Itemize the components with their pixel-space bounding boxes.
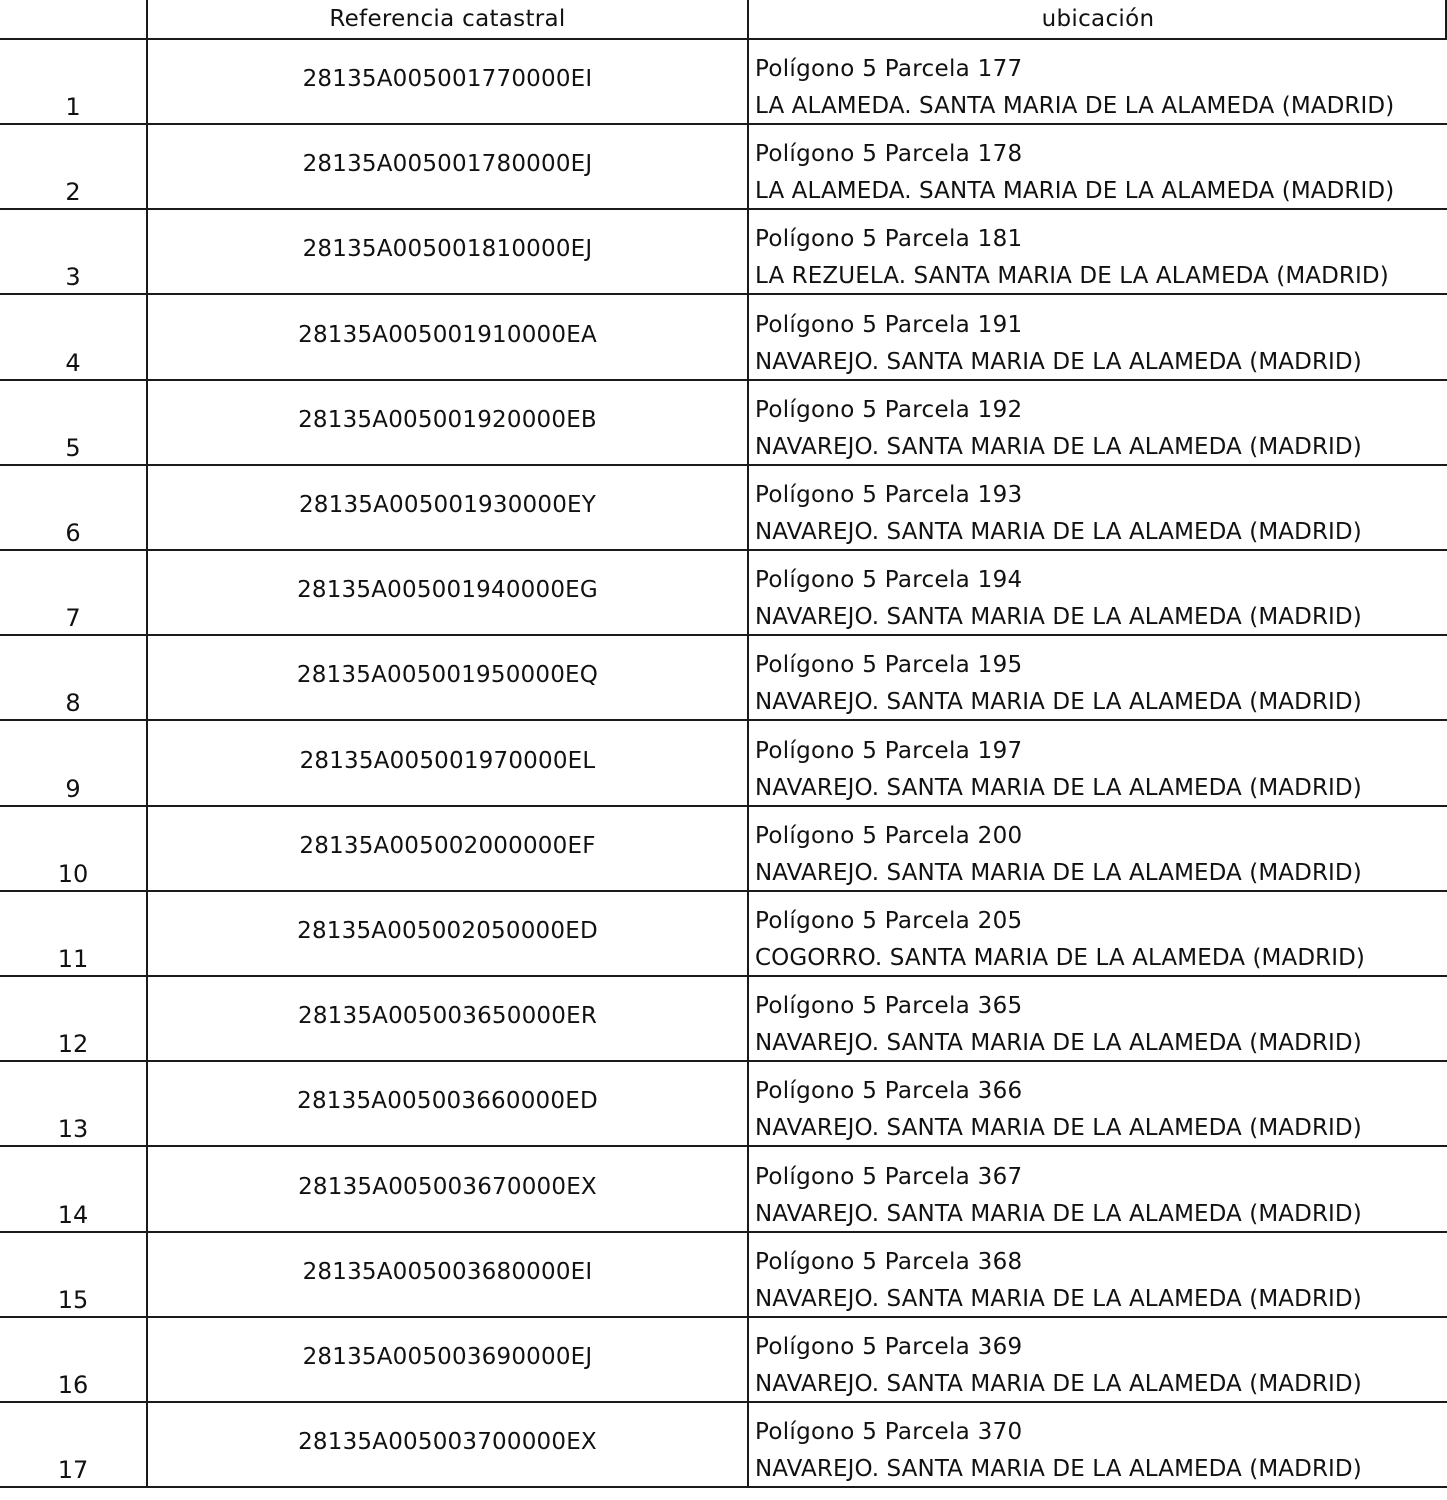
row-number: 17: [57, 1456, 89, 1485]
table-row: [0, 40, 1447, 125]
parcel-label: Polígono 5 Parcela 370: [755, 1419, 1023, 1446]
table-row: [0, 1148, 1447, 1233]
cadastral-reference: 28135A005003650000ER: [297, 1003, 597, 1030]
table-row: [0, 1062, 1447, 1147]
reference-cell: [148, 210, 747, 293]
table-row: [0, 722, 1447, 807]
parcel-label: Polígono 5 Parcela 178: [755, 141, 1023, 168]
row-number-cell: [0, 1233, 146, 1316]
table-row: [0, 1318, 1447, 1403]
row-number-cell: [0, 40, 146, 123]
location-cell: [749, 466, 1447, 549]
row-number-cell: [0, 807, 146, 890]
header-location: ubicación: [1041, 6, 1155, 32]
table-row: [0, 296, 1447, 381]
reference-cell: [148, 892, 747, 975]
place-label: LA ALAMEDA. SANTA MARIA DE LA ALAMEDA (MADRID): [755, 93, 1395, 119]
place-label: NAVAREJO. SANTA MARIA DE LA ALAMEDA (MADRID): [755, 859, 1362, 886]
location-cell: [749, 551, 1447, 634]
row-number: 16: [57, 1371, 89, 1399]
place-label: NAVAREJO. SANTA MARIA DE LA ALAMEDA (MADRID): [755, 1200, 1362, 1227]
header-cell-number: [0, 0, 146, 38]
place-label: NAVAREJO. SANTA MARIA DE LA ALAMEDA (MADRID): [755, 1115, 1362, 1142]
row-number: 15: [57, 1285, 89, 1314]
parcel-label: Polígono 5 Parcela 193: [755, 482, 1023, 508]
place-label: NAVAREJO. SANTA MARIA DE LA ALAMEDA (MADRID): [755, 774, 1362, 801]
row-number-cell: [0, 722, 146, 805]
place-label: NAVAREJO. SANTA MARIA DE LA ALAMEDA (MADRID): [755, 1285, 1362, 1312]
parcel-label: Polígono 5 Parcela 181: [755, 226, 1023, 253]
reference-cell: [148, 1148, 747, 1231]
cadastral-reference: 28135A005001930000EY: [298, 492, 597, 518]
reference-cell: [148, 1318, 747, 1401]
reference-cell: [148, 807, 747, 890]
header-reference: Referencia catastral: [329, 6, 566, 32]
row-number-cell: [0, 977, 146, 1060]
row-number: 1: [65, 93, 81, 121]
table-row: [0, 807, 1447, 892]
cadastral-reference: 28135A005001780000EJ: [302, 151, 593, 178]
cadastral-reference: 28135A005001920000EB: [298, 406, 597, 433]
parcel-label: Polígono 5 Parcela 195: [755, 652, 1023, 679]
header-cell-location: [749, 0, 1447, 38]
reference-cell: [148, 636, 747, 719]
reference-cell: [148, 977, 747, 1060]
parcel-label: Polígono 5 Parcela 366: [755, 1078, 1023, 1105]
table-row: [0, 636, 1447, 721]
location-cell: [749, 892, 1447, 975]
location-cell: [749, 636, 1447, 719]
row-number-cell: [0, 296, 146, 379]
row-number-cell: [0, 551, 146, 634]
place-label: NAVAREJO. SANTA MARIA DE LA ALAMEDA (MADRID): [755, 348, 1362, 375]
row-number: 5: [65, 433, 81, 462]
row-number: 9: [65, 774, 81, 803]
reference-cell: [148, 466, 747, 549]
table-row: [0, 381, 1447, 466]
location-cell: [749, 722, 1447, 805]
row-number-cell: [0, 1062, 146, 1145]
table-row: [0, 125, 1447, 210]
place-label: NAVAREJO. SANTA MARIA DE LA ALAMEDA (MADRID): [755, 433, 1362, 460]
place-label: NAVAREJO. SANTA MARIA DE LA ALAMEDA (MADRID): [755, 689, 1362, 716]
reference-cell: [148, 40, 747, 123]
location-cell: [749, 296, 1447, 379]
row-number-cell: [0, 125, 146, 208]
reference-cell: [148, 296, 747, 379]
table-row: [0, 1233, 1447, 1318]
table-row: [0, 210, 1447, 295]
table-header-row: [0, 0, 1447, 40]
parcel-label: Polígono 5 Parcela 197: [755, 737, 1023, 764]
table-row: [0, 977, 1447, 1062]
place-label: NAVAREJO. SANTA MARIA DE LA ALAMEDA (MADRID): [755, 1456, 1362, 1483]
location-cell: [749, 1403, 1447, 1486]
reference-cell: [148, 1233, 747, 1316]
place-label: LA REZUELA. SANTA MARIA DE LA ALAMEDA (MADRID): [755, 263, 1389, 290]
location-cell: [749, 1318, 1447, 1401]
table-row: [0, 892, 1447, 977]
location-cell: [749, 125, 1447, 208]
row-number: 4: [65, 348, 81, 377]
row-number: 11: [57, 945, 89, 973]
cadastral-reference: 28135A005001950000EQ: [296, 662, 599, 689]
cadastral-reference: 28135A005003690000EJ: [302, 1344, 593, 1370]
row-number: 14: [57, 1200, 89, 1229]
location-cell: [749, 807, 1447, 890]
reference-cell: [148, 551, 747, 634]
row-number: 10: [57, 859, 89, 888]
reference-cell: [148, 722, 747, 805]
reference-cell: [148, 125, 747, 208]
reference-cell: [148, 1062, 747, 1145]
location-cell: [749, 210, 1447, 293]
row-number-cell: [0, 1148, 146, 1231]
row-number: 2: [65, 178, 81, 207]
cadastral-reference: 28135A005003680000EI: [302, 1258, 593, 1285]
cadastral-reference: 28135A005003700000EX: [298, 1429, 597, 1456]
location-cell: [749, 1233, 1447, 1316]
row-number-cell: [0, 466, 146, 549]
row-number-cell: [0, 381, 146, 464]
cadastral-reference: 28135A005002000000EF: [299, 832, 596, 859]
row-number: 12: [57, 1030, 89, 1059]
cadastral-reference: 28135A005002050000ED: [297, 918, 598, 944]
table-row: [0, 1403, 1447, 1488]
row-number-cell: [0, 636, 146, 719]
row-number-cell: [0, 210, 146, 293]
cadastral-reference: 28135A005001810000EJ: [302, 236, 593, 263]
reference-cell: [148, 381, 747, 464]
row-number: 7: [65, 604, 81, 633]
cadastral-reference: 28135A005003660000ED: [297, 1088, 598, 1115]
row-number: 13: [57, 1115, 89, 1144]
row-number-cell: [0, 892, 146, 975]
parcel-label: Polígono 5 Parcela 365: [755, 993, 1023, 1020]
parcel-label: Polígono 5 Parcela 205: [755, 908, 1023, 934]
row-number-cell: [0, 1318, 146, 1401]
place-label: NAVAREJO. SANTA MARIA DE LA ALAMEDA (MADRID): [755, 1030, 1362, 1057]
location-cell: [749, 1062, 1447, 1145]
location-cell: [749, 381, 1447, 464]
place-label: NAVAREJO. SANTA MARIA DE LA ALAMEDA (MADRID): [755, 519, 1362, 545]
location-cell: [749, 40, 1447, 123]
cadastral-reference: 28135A005001970000EL: [299, 747, 596, 774]
table-row: [0, 551, 1447, 636]
parcel-label: Polígono 5 Parcela 177: [755, 56, 1023, 82]
parcel-label: Polígono 5 Parcela 369: [755, 1334, 1023, 1360]
parcel-label: Polígono 5 Parcela 368: [755, 1248, 1023, 1275]
parcel-label: Polígono 5 Parcela 200: [755, 822, 1023, 849]
row-number: 8: [65, 689, 81, 718]
cadastral-reference: 28135A005003670000EX: [298, 1173, 597, 1200]
parcel-label: Polígono 5 Parcela 367: [755, 1163, 1023, 1190]
reference-cell: [148, 1403, 747, 1486]
row-number: 3: [65, 263, 81, 292]
location-cell: [749, 1148, 1447, 1231]
place-label: LA ALAMEDA. SANTA MARIA DE LA ALAMEDA (MADRID): [755, 178, 1395, 205]
header-cell-reference: [148, 0, 747, 38]
cadastral-reference: 28135A005001770000EI: [302, 66, 593, 92]
parcel-label: Polígono 5 Parcela 194: [755, 567, 1023, 594]
cadastral-reference: 28135A005001940000EG: [297, 577, 598, 604]
parcel-label: Polígono 5 Parcela 192: [755, 396, 1023, 423]
place-label: COGORRO. SANTA MARIA DE LA ALAMEDA (MADRID): [755, 945, 1365, 971]
cadastral-reference: 28135A005001910000EA: [298, 321, 597, 348]
location-cell: [749, 977, 1447, 1060]
place-label: NAVAREJO. SANTA MARIA DE LA ALAMEDA (MADRID): [755, 604, 1362, 631]
table-row: [0, 466, 1447, 551]
row-number: 6: [65, 519, 81, 547]
row-number-cell: [0, 1403, 146, 1486]
parcel-label: Polígono 5 Parcela 191: [755, 311, 1023, 338]
place-label: NAVAREJO. SANTA MARIA DE LA ALAMEDA (MADRID): [755, 1371, 1362, 1397]
